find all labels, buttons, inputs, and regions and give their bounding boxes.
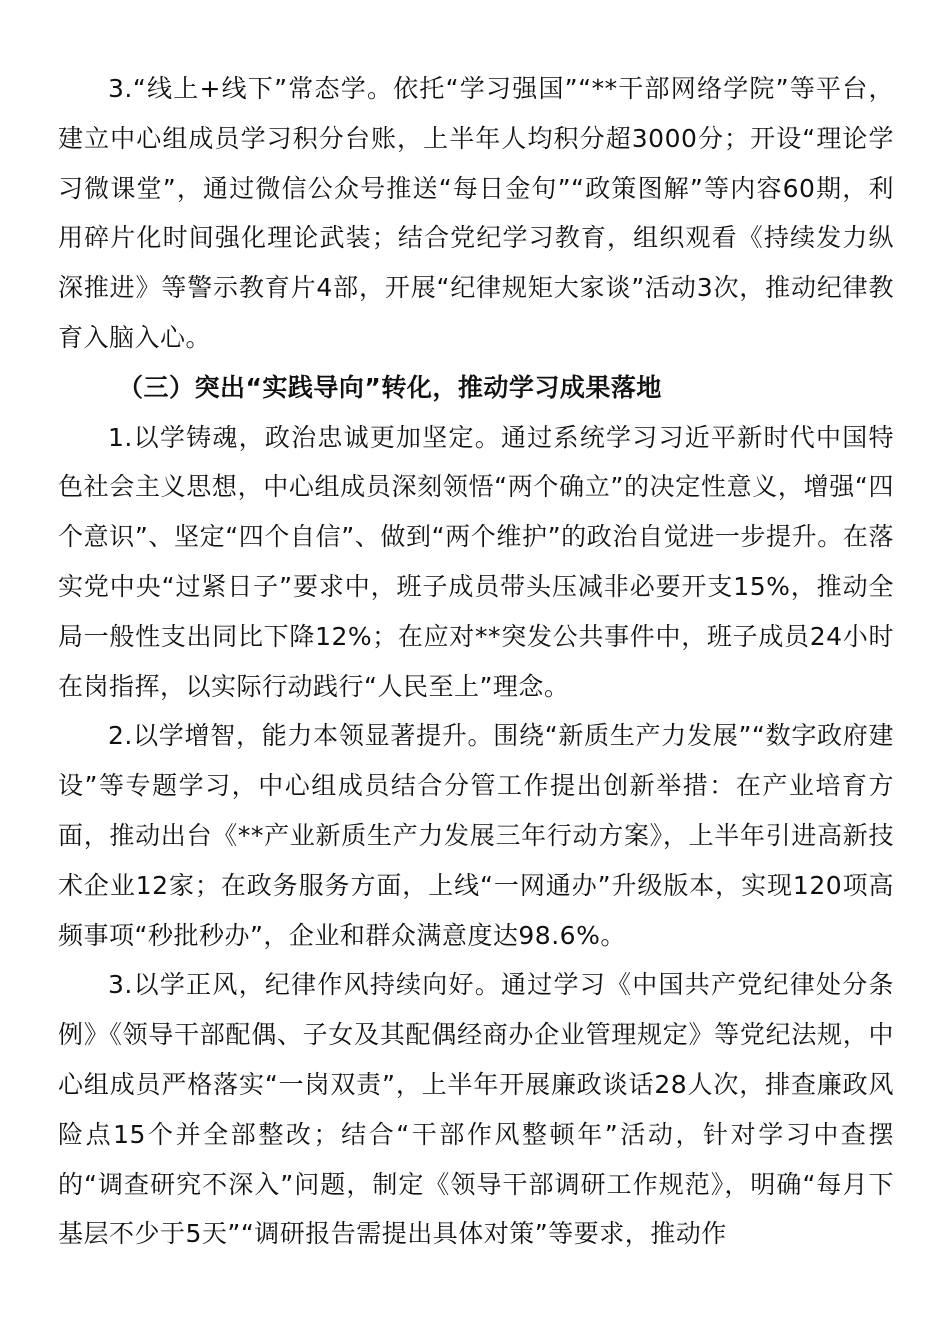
paragraph-online-offline-study: 3.“线上+线下”常态学。依托“学习强国”“**干部网络学院”等平台，建立中心组成员学习积分台账，上半年人均积分超3000分；开设“理论学习微课堂”，通过微信公众号推送“每日金句”“政策图解”等内容60期，利用碎片化时间强化理论武装；结合党纪学习教育，组织观看《持续发力纵深推进》等警示教育片4部，开展“纪律规矩大家谈”活动3次，推动纪律教育入脑入心。: [58, 74, 894, 352]
section-heading-practice-orientation: （三）突出“实践导向”转化，推动学习成果落地: [118, 372, 662, 402]
paragraph-political-loyalty: 1.以学铸魂，政治忠诚更加坚定。通过系统学习习近平新时代中国特色社会主义思想，中心组成员深刻领悟“两个确立”的决定性意义，增强“四个意识”、坚定“四个自信”、做到“两个维护”的政治自觉进一步提升。在落实党中央“过紧日子”要求中，班子成员带头压减非必要开支15%，推动全局一般性支出同比下降12%；在应对**突发公共事件中，班子成员24小时在岗指挥，以实际行动践行“人民至上”理念。: [58, 422, 894, 701]
document-body: [58, 64, 894, 1259]
paragraph-capability-improvement: 2.以学增智，能力本领显著提升。围绕“新质生产力发展”“数字政府建设”等专题学习，中心组成员结合分管工作提出创新举措：在产业培育方面，推动出台《**产业新质生产力发展三年行动方案》，上半年引进高新技术企业12家；在政务服务方面，上线“一网通办”升级版本，实现120项高频事项“秒批秒办”，企业和群众满意度达98.6%。: [58, 721, 894, 950]
paragraph-discipline-style: 3.以学正风，纪律作风持续向好。通过学习《中国共产党纪律处分条例》《领导干部配偶、子女及其配偶经商办企业管理规定》等党纪法规，中心组成员严格落实“一岗双责”，上半年开展廉政谈话28人次，排查廉政风险点15个并全部整改；结合“干部作风整顿年”活动，针对学习中查摆的“调查研究不深入”问题，制定《领导干部调研工作规范》，明确“每月下基层不少于5天”“调研报告需提出具体对策”等要求，推动作: [58, 970, 894, 1249]
